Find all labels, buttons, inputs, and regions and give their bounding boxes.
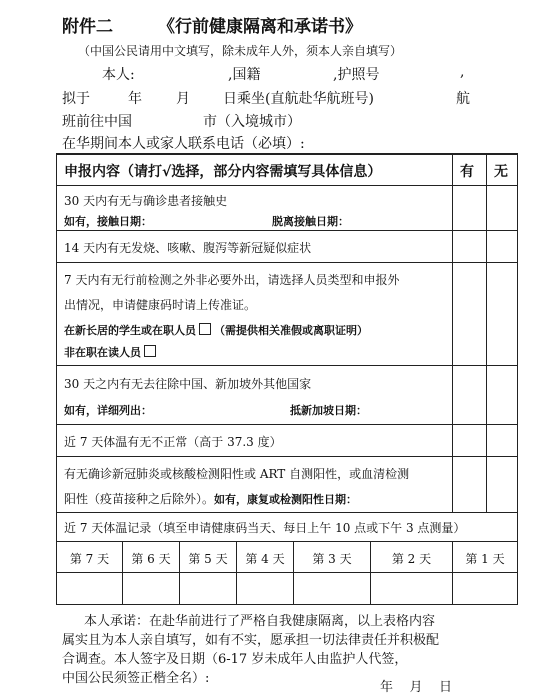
question-travel: 30 天之内有无去往除中国、新加坡外其他国家 (64, 377, 312, 391)
checkbox-student-worker[interactable] (199, 323, 211, 335)
year-label: 年 (128, 91, 142, 107)
question-positive-line2 (64, 490, 357, 507)
comma: , (460, 64, 465, 80)
option-non-worker[interactable] (64, 344, 159, 360)
nationality-label: ,国籍 (228, 67, 261, 83)
option-student-worker-note: （需提供相关准假或离职证明） (214, 324, 368, 337)
passport-label: ,护照号 (333, 67, 380, 83)
day-5-header: 第 5 天 (188, 552, 228, 566)
city-label: 市（入境城市） (203, 114, 301, 130)
question-positive-note: 阳性（疫苗接种之后除外）。 (64, 492, 215, 506)
column-yes: 有 (460, 164, 474, 180)
day-3-header: 第 3 天 (312, 552, 352, 566)
pledge-line2: 属实且为本人亲自填写，如有不实，愿承担一切法律责任并积极配 (62, 633, 440, 648)
day-2-header: 第 2 天 (391, 552, 432, 566)
recovery-date-label: 如有，康复或检测阳性日期： (214, 493, 358, 506)
date-intro: 拟于 (62, 91, 90, 107)
day-7-header: 第 7 天 (69, 552, 110, 566)
option-non-worker-label: 非在职在读人员 (64, 346, 141, 359)
temperature-record-label: 近 7 天体温记录（填至申请健康码当天、每日上午 10 点或下午 3 点测量） (64, 521, 466, 535)
question-temperature: 近 7 天体温有无不正常（高于 37.3 度） (64, 435, 282, 449)
day-4-header: 第 4 天 (245, 552, 285, 566)
attachment-label: 附件二 (62, 17, 113, 37)
contact-date-label: 如有，接触日期： (64, 215, 152, 228)
flight-suffix: 航 (456, 91, 470, 107)
option-student-worker-label: 在新长居的学生或在职人员 (64, 324, 196, 337)
fill-note: （中国公民请用中文填写，除未成年人外，须本人亲自填写） (78, 44, 403, 58)
column-no: 无 (494, 164, 508, 180)
leave-contact-date-label: 脱离接触日期： (272, 215, 349, 228)
table-header-label: 申报内容（请打√选择，部分内容需填写具体信息） (64, 164, 382, 180)
phone-label: 在华期间本人或家人联系电话（必填）: (62, 136, 305, 152)
checkbox-non-worker[interactable] (144, 345, 156, 357)
question-outings-line2: 出情况，申请健康码时请上传准证。 (64, 298, 257, 312)
city-intro: 班前往中国 (62, 114, 132, 130)
day-6-header: 第 6 天 (131, 552, 171, 566)
question-positive-line1: 有无确诊新冠肺炎或核酸检测阳性或 ART 自测阳性，或血清检测 (64, 467, 410, 481)
page-title: 《行前健康隔离和承诺书》 (158, 17, 362, 37)
travel-detail-label: 如有，详细列出： (64, 404, 152, 417)
question-outings-line1: 7 天内有无行前检测之外非必要外出，请选择人员类型和申报外 (64, 273, 400, 287)
name-label: 本人: (102, 67, 135, 83)
day-1-header: 第 1 天 (465, 552, 505, 566)
flight-label: 日乘坐(直航赴华航班号) (223, 91, 374, 107)
option-student-worker[interactable] (64, 322, 368, 338)
pledge-line1: 本人承诺：在赴华前进行了严格自我健康隔离，以上表格内容 (84, 614, 436, 629)
pledge-line3: 合调查。本人签字及日期（6-17 岁未成年人由监护人代签， (62, 652, 408, 667)
arrival-date-label: 抵新加坡日期： (290, 404, 367, 417)
month-label: 月 (176, 91, 190, 107)
question-symptoms: 14 天内有无发烧、咳嗽、腹泻等新冠疑似症状 (64, 241, 312, 255)
signature-date: 年 月 日 (380, 680, 453, 695)
question-contact: 30 天内有无与确诊患者接触史 (64, 194, 228, 208)
pledge-line4: 中国公民须签正楷全名）: (62, 671, 210, 686)
